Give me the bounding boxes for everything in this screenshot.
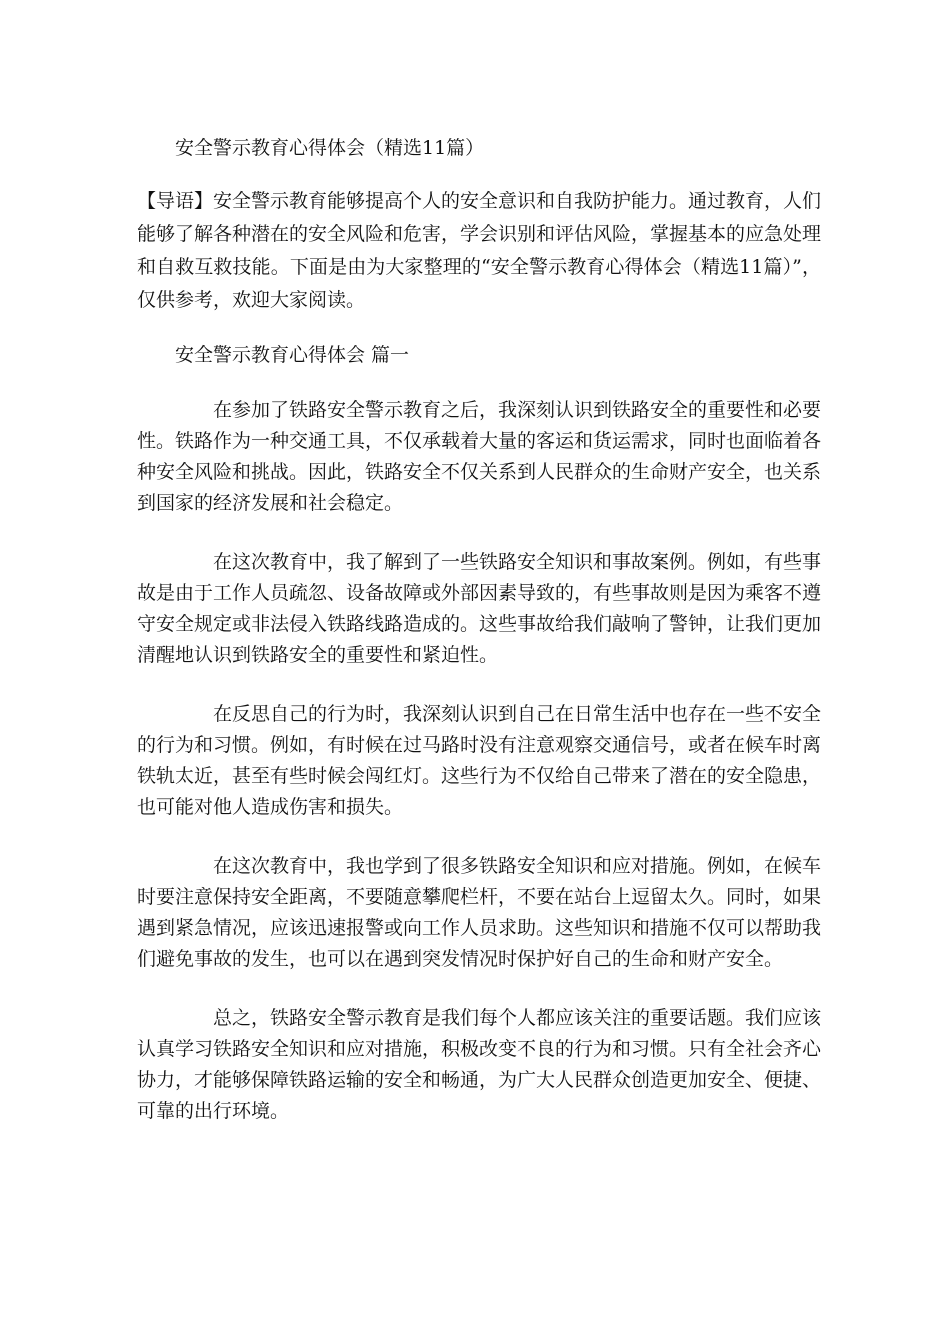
body-paragraph: 在这次教育中，我了解到了一些铁路安全知识和事故案例。例如，有些事故是由于工作人员疏忽、设备故障或外部因素导致的，有些事故则是因为乘客不遵守安全规定或非法侵入铁路线路造成的。这些事故给我们敲响了警钟，让我们更加清醒地认识到铁路安全的重要性和紧迫性。 (137, 551, 822, 666)
body-paragraph: 在这次教育中，我也学到了很多铁路安全知识和应对措施。例如，在候车时要注意保持安全距离，不要随意攀爬栏杆，不要在站台上逗留太久。同时，如果遇到紧急情况，应该迅速报警或向工作人员求助。这些知识和措施不仅可以帮助我们避免事故的发生，也可以在遇到突发情况时保护好自己的生命和财产安全。 (137, 855, 822, 970)
document-title: 安全警示教育心得体会（精选11篇） (175, 137, 485, 159)
article-body (137, 395, 821, 1155)
section-heading: 安全警示教育心得体会 篇一 (175, 344, 410, 366)
intro-paragraph: 【导语】安全警示教育能够提高个人的安全意识和自我防护能力。通过教育，人们能够了解各种潜在的安全风险和危害，学会识别和评估风险，掌握基本的应急处理和自救互救技能。下面是由为大家整理的“安全警示教育心得体会（精选11篇）”，仅供参考，欢迎大家阅读。 (137, 190, 822, 311)
body-paragraph: 在反思自己的行为时，我深刻认识到自己在日常生活中也存在一些不安全的行为和习惯。例如，有时候在过马路时没有注意观察交通信号，或者在候车时离铁轨太近，甚至有些时候会闯红灯。这些行为不仅给自己带来了潜在的安全隐患，也可能对他人造成伤害和损失。 (137, 703, 822, 818)
body-paragraph: 总之，铁路安全警示教育是我们每个人都应该关注的重要话题。我们应该认真学习铁路安全知识和应对措施，积极改变不良的行为和习惯。只有全社会齐心协力，才能够保障铁路运输的安全和畅通，为广大人民群众创造更加安全、便捷、可靠的出行环境。 (137, 1007, 822, 1122)
body-paragraph: 在参加了铁路安全警示教育之后，我深刻认识到铁路安全的重要性和必要性。铁路作为一种交通工具，不仅承载着大量的客运和货运需求，同时也面临着各种安全风险和挑战。因此，铁路安全不仅关系到人民群众的生命财产安全，也关系到国家的经济发展和社会稳定。 (137, 399, 822, 514)
